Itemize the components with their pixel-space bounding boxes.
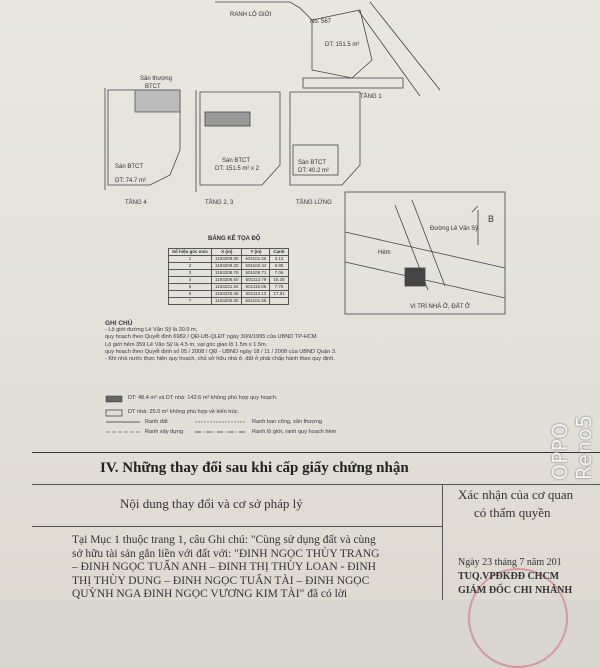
legend-road-limit: Ranh lộ giới, ranh quy hoạch hẻm xyxy=(252,429,337,435)
column-header-line: Xác nhận của cơ quan xyxy=(458,487,574,502)
signature-block xyxy=(458,556,572,598)
cell: 1193206.60 xyxy=(212,277,242,284)
cell: 5 xyxy=(169,284,212,291)
alley-label: Hẻm xyxy=(378,250,391,256)
legend-not-compliant: DT: 48.4 m² và DT nhà: 142.6 m² không phù hợp quy hoạch. xyxy=(128,395,278,401)
body-line: THỊ THÙY DUNG – ĐINH NGỌC TUẤN TÀI – ĐINH NGỌC xyxy=(72,574,370,587)
floor4-label: TẦNG 4 xyxy=(125,200,147,206)
divider xyxy=(32,526,442,527)
coord-header-cell: Y (m) xyxy=(242,249,270,256)
mezz-label: TẦNG LỬNG xyxy=(296,200,332,206)
location-title: VI TRÍ NHÀ Ở, ĐẤT Ở xyxy=(410,304,471,310)
sign-title: GIÁM ĐỐC CHI NHÁNH xyxy=(458,585,573,596)
column-header-content: Nội dung thay đổi và cơ sở pháp lý xyxy=(120,496,303,511)
cell: 601106.71 xyxy=(242,270,270,277)
cell: 1193209.80 xyxy=(212,256,242,263)
cell: 7.76 xyxy=(270,284,288,291)
cell: 2 xyxy=(169,263,212,270)
coord-header-cell: Cạnh xyxy=(270,249,288,256)
floor4-area: DT: 74.7 m² xyxy=(115,178,147,184)
floor1-label: TẦNG 1 xyxy=(360,94,382,100)
cell: 1193208.78 xyxy=(212,270,242,277)
cell: 1 xyxy=(169,256,212,263)
column-header-confirmation xyxy=(458,486,600,522)
legend-balcony: Ranh ban công, sân thượng xyxy=(252,419,322,425)
notes-heading: GHI CHÚ xyxy=(105,320,133,327)
change-description xyxy=(72,534,442,602)
cell: 17.81 xyxy=(270,291,288,298)
column-header-line: có thẩm quyền xyxy=(474,505,551,520)
cell: 601101.68 xyxy=(242,298,270,305)
road-boundary-label: RANH LỘ GIỚI xyxy=(230,12,272,18)
floor4-material: Sàn BTCT xyxy=(115,164,144,170)
sign-org: TUQ.VPĐKĐĐ CHCM xyxy=(458,571,560,582)
cell: 1193209.20 xyxy=(212,263,242,270)
cell: 601113.13 xyxy=(242,291,270,298)
legend-land-boundary: Ranh đất xyxy=(145,419,168,425)
cell: 7.06 xyxy=(270,270,288,277)
coord-table-title: BẢNG KÊ TỌA ĐỘ xyxy=(208,236,261,242)
note-line: Lộ giới hẻm 359 Lê Văn Sỹ là 4.5 m, vạt góc giao lộ 1.5m x 1.5m, xyxy=(105,341,268,348)
cell: 3.13 xyxy=(270,256,288,263)
body-line: – ĐINH NGỌC TUẤN ANH – ĐINH THỊ THÙY LOAN - ĐINH xyxy=(72,561,376,573)
legend-architecture: DT nhà: 25.0 m² không phù hợp về kiến trúc. xyxy=(128,409,240,415)
cell: 6.86 xyxy=(270,263,288,270)
body-line: QUỲNH NGA ĐINH NGỌC VƯƠNG KIM TÀI" đã có lời xyxy=(72,588,348,600)
cell: 3 xyxy=(169,270,212,277)
body-line: Tại Mục 1 thuộc trang 1, câu Ghi chú: "Cùng sử dụng đất và cùng xyxy=(72,534,376,546)
legend-construction: Ranh xây dựng xyxy=(145,429,184,435)
sign-date: Ngày 23 tháng 7 năm 201 xyxy=(458,557,562,568)
cell: 4 xyxy=(169,277,212,284)
mezz-area: DT: 40.2 m² xyxy=(298,168,330,174)
cell: 601116.06 xyxy=(242,284,270,291)
cell: 1193221.84 xyxy=(212,284,242,291)
plan-number: No. 567 xyxy=(310,19,332,25)
top-area: DT: 151.5 m² xyxy=(325,42,360,48)
cell: 7 xyxy=(169,298,212,305)
coord-header-cell: X (m) xyxy=(212,249,242,256)
b-marker: B xyxy=(488,214,495,224)
cell: 1193206.80 xyxy=(212,298,242,305)
floor23-label: TẦNG 2, 3 xyxy=(205,200,234,206)
divider xyxy=(442,484,443,600)
roof-material: BTCT xyxy=(145,84,161,90)
note-line: quy hoạch theo Quyết định số 05 / 2008 / QĐ - UBND ngày 18 / 11 / 2008 của UBND Quận 3. xyxy=(105,348,337,355)
note-line: quy hoạch theo Quyết định 6982 / QĐ-UB-QLĐT ngày 30/9/1995 của UBND TP-HCM. xyxy=(105,334,319,341)
coord-header-cell: Số hiệu góc móc xyxy=(169,249,212,256)
cell: 1193225.48 xyxy=(212,291,242,298)
mezz-material: Sàn BTCT xyxy=(298,160,327,166)
cell: 6 xyxy=(169,291,212,298)
section-title: IV. Những thay đổi sau khi cấp giấy chứng nhận xyxy=(100,460,409,476)
cell: 601102.44 xyxy=(242,263,270,270)
roof-label: Sân thượng xyxy=(140,76,172,82)
floor23-area: DT: 151.5 m² x 2 xyxy=(215,166,260,172)
note-line: - Lộ giới đường Lê Văn Sỹ là 30.0 m, xyxy=(105,327,198,334)
body-line: sở hữu tài sản gắn liền với đất với: "ĐINH NGỌC THÙY TRANG xyxy=(72,547,380,560)
street-label: Đường Lê Văn Sỹ xyxy=(430,226,479,232)
floor23-material: Sàn BTCT xyxy=(222,158,251,164)
cell: 15.35 xyxy=(270,277,288,284)
divider xyxy=(32,484,600,485)
cell: 601113.79 xyxy=(242,277,270,284)
note-line: - Khi nhà nước thực hiện quy hoạch, chủ sở hữu nhà ở, đất ở phải chấp hành theo quy định. xyxy=(105,356,335,363)
camera-watermark: OPPO Reno5 xyxy=(548,414,596,480)
cell: 601101.68 xyxy=(242,256,270,263)
